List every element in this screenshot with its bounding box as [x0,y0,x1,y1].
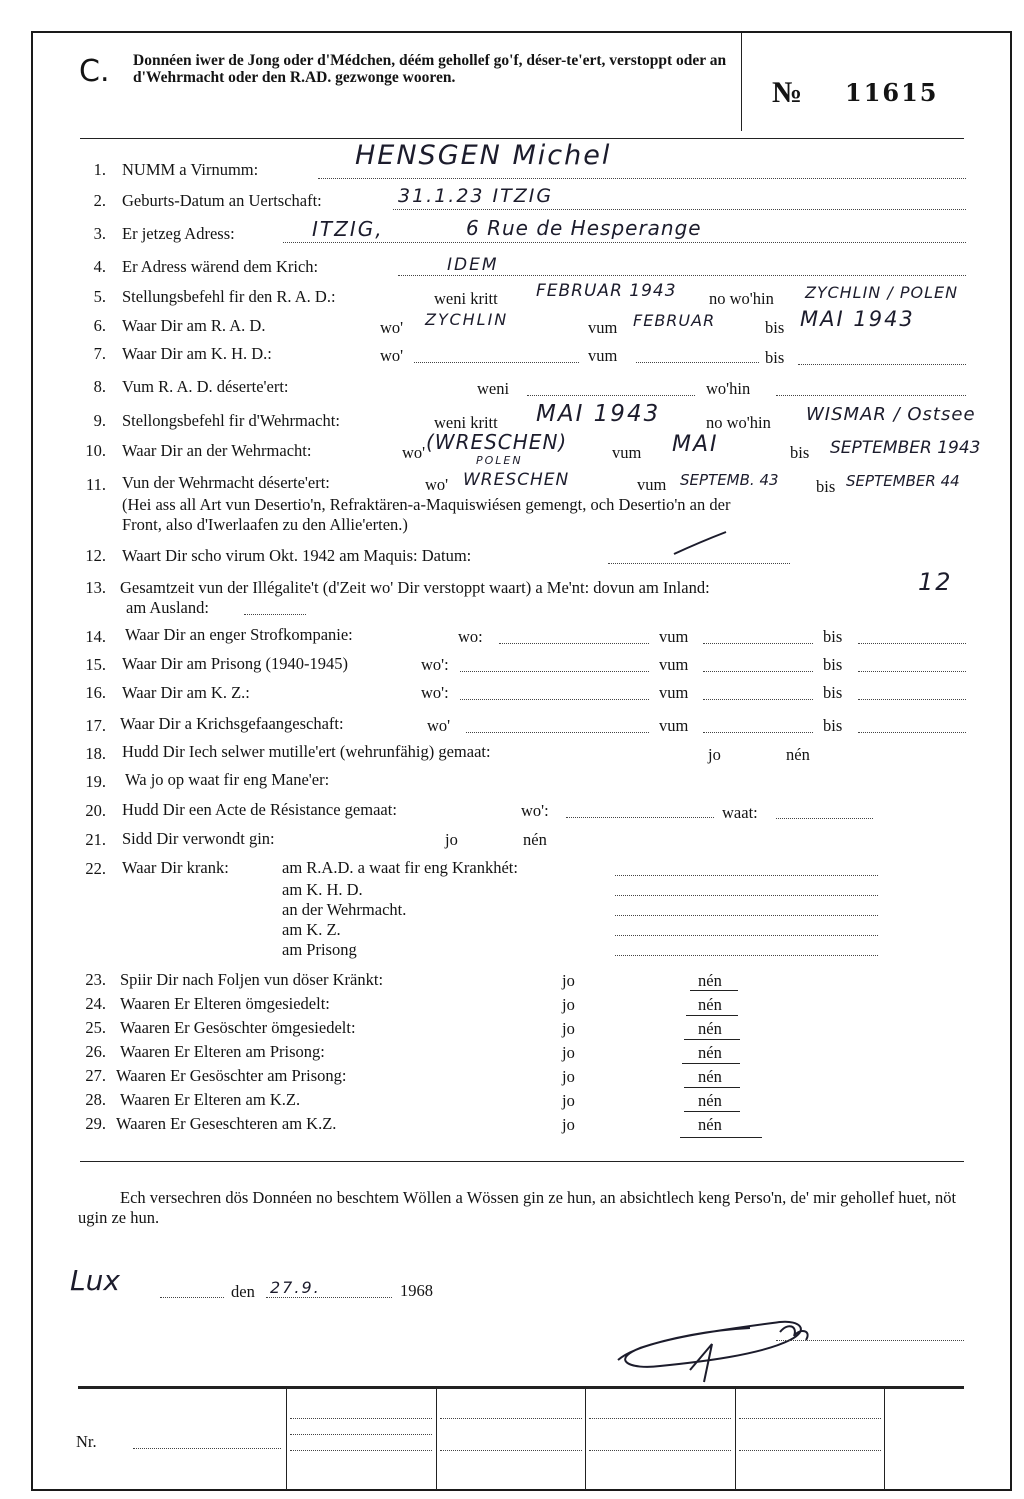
row-label: Waaren Er Elteren am Prisong: [120,1042,325,1061]
wm-wo-value: (WRESCHEN) [426,430,568,454]
row-number: 3. [93,224,106,243]
answer-jo[interactable]: jo [562,1019,575,1038]
resistance-waat-field[interactable] [776,818,873,819]
header-divider [741,33,742,131]
nen-underline [684,1111,740,1112]
row-label-c: bis [765,318,785,337]
row-label: NUMM a Virnumm: [122,160,259,179]
answer-jo[interactable]: jo [562,971,575,990]
row-label: Waaren Er Gesöschter am Prisong: [116,1066,347,1085]
place-value: Lux [70,1264,120,1297]
maquis-date-field[interactable] [608,563,790,564]
row-number: 20. [85,801,106,820]
row-label: Stellongsbefehl fir d'Wehrmacht: [122,411,340,430]
wm-where-value: WISMAR / Ostsee [806,404,976,425]
row-note: Front, also d'Iwerlaafen zu den Allie'erten.) [122,515,408,534]
row-label-a: weni kritt [434,289,498,308]
name-field[interactable] [318,178,966,179]
sub-label: an der Wehrmacht. [282,900,407,919]
row-label-b: no wo'hin [706,413,771,432]
illness-rad-field[interactable] [615,875,878,876]
kz-vum-field[interactable] [703,699,813,700]
nen-underline [682,1063,740,1064]
table-cell-line[interactable] [290,1418,432,1419]
table-cell-line[interactable] [290,1450,432,1451]
row-label-a: wo': [521,801,549,820]
row-number: 18. [85,744,106,763]
desert-bis-value: SEPTEMBER 44 [846,472,960,490]
answer-nen[interactable]: nén [698,1067,722,1086]
illness-prisong-field[interactable] [615,955,878,956]
row-label-b: vum [659,627,689,646]
illness-wehrmacht-field[interactable] [615,915,878,916]
row-label-b: vum [588,318,618,337]
nen-underline [690,990,738,991]
answer-nen[interactable]: nén [698,1091,722,1110]
row-label: Hudd Dir Iech selwer mutille'ert (wehrunfähig) gemaat: [122,742,491,761]
prisong-vum-field[interactable] [703,671,813,672]
table-cell-line[interactable] [589,1450,731,1451]
row-label-b: vum [637,475,667,494]
row-number: 5. [93,287,106,306]
row-number: 17. [85,716,106,735]
row-label-line2: am Ausland: [126,598,209,617]
row-label-b: vum [659,716,689,735]
row-number: 1. [93,160,106,179]
table-cell-line[interactable] [589,1418,731,1419]
row-label-a: weni kritt [434,413,498,432]
row-label-a: wo' [380,318,404,337]
row-number: 8. [93,377,106,396]
ausland-field[interactable] [244,614,306,615]
row-number: 29. [85,1114,106,1133]
row-label-a: wo' [425,475,449,494]
row-number: 28. [85,1090,106,1109]
row-label-c: bis [816,477,836,496]
row-label: Waaren Er Elteren ömgesiedelt: [120,994,330,1013]
address-field[interactable] [283,242,966,243]
answer-nen[interactable]: nén [698,971,722,990]
sub-label: am K. Z. [282,920,341,939]
sub-label: am K. H. D. [282,880,363,899]
row-number: 4. [93,257,106,276]
table-cell-line[interactable] [290,1434,432,1435]
address-value-a: ITZIG, [312,217,384,241]
row-label-a: wo' [402,443,426,462]
row-note: (Hei ass all Art vun Desertio'n, Refraktären-a-Maquiswiésen gemengt, och Desertio'n an der [122,495,731,514]
row-label-a: wo' [380,346,404,365]
row-label-a: wo' [427,716,451,735]
row-label: Waar Dir krank: [122,858,229,877]
row-label: Sidd Dir verwondt gin: [122,829,275,848]
row-number: 7. [93,344,106,363]
year-label: 1968 [400,1281,433,1300]
answer-nen[interactable]: nén [523,830,547,849]
wm-bis-value: SEPTEMBER 1943 [830,438,981,458]
khd-wo-field[interactable] [414,362,579,363]
den-label: den [231,1282,255,1301]
birth-value: 31.1.23 ITZIG [398,185,554,207]
sub-label: am Prisong [282,940,357,959]
war-address-field[interactable] [398,275,966,276]
row-label-b: wo'hin [706,379,751,398]
row-number: 15. [85,655,106,674]
signature-field[interactable] [776,1340,964,1341]
declaration-text: Ech versechren dös Donnéen no beschtem Wöllen a Wössen gin ze hun, an absichtlech keng Perso'n, de' mir gehollef huet, nöt ugin ze hun. [78,1188,957,1227]
row-number: 22. [85,859,106,878]
table-cell-line[interactable] [739,1418,881,1419]
date-field[interactable] [266,1297,392,1298]
row-label-b: waat: [722,803,758,822]
date-value: 27.9. [270,1278,321,1297]
header-rule [80,138,964,139]
row-label: Vun der Wehrmacht déserte'ert: [122,473,330,492]
row-number: 16. [85,683,106,702]
nr-field[interactable] [133,1448,281,1449]
row-number: 2. [93,191,106,210]
row-label-b: no wo'hin [709,289,774,308]
row-label: Spiir Dir nach Foljen vun döser Kränkt: [120,970,384,989]
row-label-c: bis [823,683,843,702]
desert-vum-value: SEPTEMB. 43 [680,471,779,489]
row-label-a: wo': [421,655,449,674]
prisong-wo-field[interactable] [460,671,649,672]
row-label: Geburts-Datum an Uertschaft: [122,191,322,210]
row-number: 25. [85,1018,106,1037]
answer-jo[interactable]: jo [562,1091,575,1110]
name-value: HENSGEN Michel [355,140,612,171]
row-number: 19. [85,772,106,791]
pow-wo-field[interactable] [466,732,649,733]
row-label: Er jetzeg Adress: [122,224,235,243]
rad-wo-value: ZYCHLIN [425,310,509,329]
table-divider [884,1388,885,1490]
rad-when-value: FEBRUAR 1943 [536,281,677,301]
row-number: 11. [85,475,106,494]
wm-wo-sub-value: POLEN [476,454,523,467]
form-number: 11615 [845,78,939,107]
bottom-table-top [78,1386,964,1389]
nen-underline [684,1087,740,1088]
rad-desert-when-field[interactable] [527,395,695,396]
inland-value: 12 [918,568,953,596]
header-text: Donnéen iwer de Jong oder d'Médchen, déém gehollef go'f, déser-te'ert, verstoppt oder an d'Wehrmacht oder den R.AD. gezwonge wooren. [133,52,727,86]
rad-where-value: ZYCHLIN / POLEN [805,283,959,302]
kz-wo-field[interactable] [460,699,649,700]
row-label: Waaren Er Elteren am K.Z. [120,1090,301,1109]
row-label: Waar Dir am K. Z.: [122,683,250,702]
answer-jo[interactable]: jo [562,1067,575,1086]
section-rule [80,1161,964,1162]
row-label: Er Adress wärend dem Krich: [122,257,319,276]
khd-vum-field[interactable] [636,362,759,363]
signature-text [605,1300,606,1301]
wm-when-value: MAI 1943 [536,401,661,427]
row-label: Stellungsbefehl fir den R. A. D.: [122,287,336,306]
strafkomp-wo-field[interactable] [499,643,649,644]
nen-underline [686,1015,738,1016]
row-label-c: bis [823,716,843,735]
place-field[interactable] [160,1297,224,1298]
strafkomp-vum-field[interactable] [703,643,813,644]
answer-jo[interactable]: jo [562,1115,575,1134]
answer-nen[interactable]: nén [698,1115,722,1134]
row-number: 24. [85,994,106,1013]
row-number: 14. [85,627,106,646]
pow-vum-field[interactable] [703,732,813,733]
row-label: Hudd Dir een Acte de Résistance gemaat: [122,800,397,819]
row-label-c: bis [823,627,843,646]
address-value-b: 6 Rue de Hesperange [466,216,702,240]
table-cell-line[interactable] [739,1450,881,1451]
signature [600,1300,830,1390]
wm-vum-value: MAI [672,432,719,457]
nr-label: Nr. [76,1432,97,1451]
rad-bis-value: MAI 1943 [800,307,915,331]
answer-nen[interactable]: nén [698,1043,722,1062]
section-letter: C. [79,54,110,89]
row-label-c: bis [790,443,810,462]
answer-jo[interactable]: jo [445,830,458,849]
answer-nen[interactable]: nén [698,995,722,1014]
pow-bis-field[interactable] [858,732,966,733]
row-label: Wa jo op waat fir eng Mane'er: [125,770,330,789]
row-label: Waar Dir an enger Strofkompanie: [125,625,353,644]
row-label: Waar Dir am K. H. D.: [122,344,272,363]
number-sign: № [772,76,803,109]
desert-wo-value: WRESCHEN [463,470,570,490]
sub-label: am R.A.D. a waat fir eng Krankhét: [282,858,518,877]
row-label: Waar Dir am R. A. D. [122,316,266,335]
row-number: 23. [85,970,106,989]
answer-jo[interactable]: jo [708,745,721,764]
row-label: Gesamtzeit vun der Illégalite't (d'Zeit wo' Dir verstoppt waart) a Me'nt: dovun am Inland: [120,578,710,597]
row-label: Waar Dir an der Wehrmacht: [122,441,312,460]
rad-desert-where-field[interactable] [776,395,966,396]
war-address-value: IDEM [447,255,499,275]
table-divider [286,1388,287,1490]
strike-mark [670,530,730,558]
row-number: 12. [85,546,106,565]
table-divider [735,1388,736,1490]
resistance-wo-field[interactable] [566,817,714,818]
strafkomp-bis-field[interactable] [858,643,966,644]
answer-jo[interactable]: jo [562,1043,575,1062]
row-label: Waaren Er Geseschteren am K.Z. [116,1114,337,1133]
row-label: Waart Dir scho virum Okt. 1942 am Maquis: Datum: [122,546,472,565]
row-label-c: bis [823,655,843,674]
row-label: Waaren Er Gesöschter ömgesiedelt: [120,1018,356,1037]
row-number: 9. [93,411,106,430]
row-label-a: wo: [458,627,483,646]
row-label-b: vum [659,683,689,702]
answer-jo[interactable]: jo [562,995,575,1014]
table-divider [585,1388,586,1490]
row-number: 27. [85,1066,106,1085]
answer-nen[interactable]: nén [698,1019,722,1038]
row-number: 13. [85,578,106,597]
row-label-c: bis [765,348,785,367]
row-label-a: weni [477,379,510,398]
nen-underline [680,1137,762,1138]
birth-field[interactable] [393,209,966,210]
row-label: Waar Dir am Prisong (1940-1945) [122,654,348,673]
row-label-b: vum [612,443,642,462]
table-cell-line[interactable] [440,1418,582,1419]
row-label-b: vum [588,346,618,365]
row-number: 6. [93,316,106,335]
table-divider [436,1388,437,1490]
illness-khd-field[interactable] [615,895,878,896]
illness-kz-field[interactable] [615,935,878,936]
answer-nen[interactable]: nén [786,745,810,764]
prisong-bis-field[interactable] [858,671,966,672]
table-cell-line[interactable] [440,1450,582,1451]
row-number: 21. [85,830,106,849]
row-label-a: wo': [421,683,449,702]
row-label: Waar Dir a Krichsgefaangeschaft: [120,714,344,733]
row-number: 10. [85,441,106,460]
row-label: Vum R. A. D. déserte'ert: [122,377,289,396]
nen-underline [684,1039,740,1040]
khd-bis-field[interactable] [798,364,966,365]
kz-bis-field[interactable] [858,699,966,700]
row-number: 26. [85,1042,106,1061]
row-label-b: vum [659,655,689,674]
rad-vum-value: FEBRUAR [633,311,716,330]
